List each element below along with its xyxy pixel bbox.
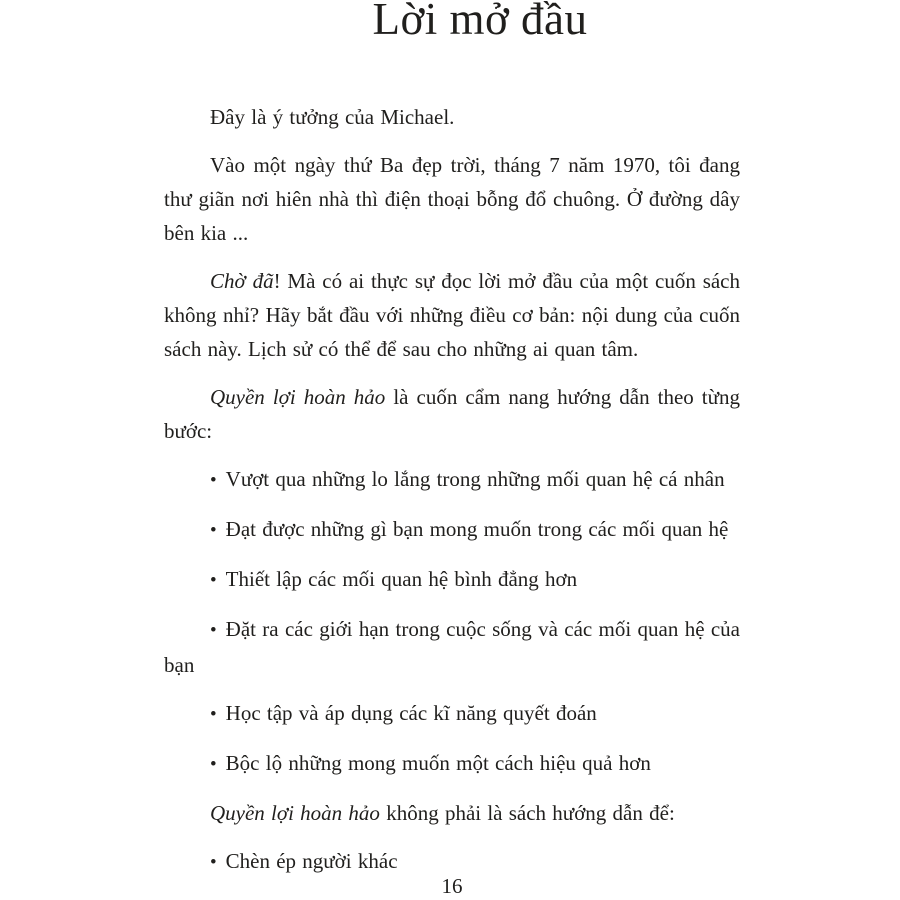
bullet-item (164, 462, 740, 498)
bullet-text: Thiết lập các mối quan hệ bình đẳng hơn (225, 567, 578, 591)
bullet-icon: • (210, 754, 217, 775)
page-title: Lời mở đầu (372, 0, 588, 44)
bullet-icon: • (210, 704, 217, 725)
italic-phrase: Chờ đã (210, 269, 274, 293)
paragraph-text: ! Mà có ai thực sự đọc lời mở đầu của một cuốn sách không nhỉ? Hãy bắt đầu với những điều cơ bản: nội dung của cuốn sách này. Lịch sử có thể để sau cho những ai quan tâm. (164, 269, 741, 361)
bullet-item (164, 512, 740, 548)
bullet-text: Học tập và áp dụng các kĩ năng quyết đoán (225, 701, 597, 725)
paragraph-wait-a-minute (164, 264, 740, 366)
page-content (0, 100, 900, 880)
bullet-icon: • (210, 620, 217, 641)
paragraph-book-is-not-guide (164, 796, 740, 830)
bullet-icon: • (210, 570, 217, 591)
bullet-text: Vượt qua những lo lắng trong những mối quan hệ cá nhân (225, 467, 725, 491)
paragraph-michael-idea: Đây là ý tưởng của Michael. (210, 105, 455, 129)
bullet-icon: • (210, 852, 217, 873)
page-number: 16 (441, 874, 463, 898)
paragraph-phone-call: Vào một ngày thứ Ba đẹp trời, tháng 7 năm 1970, tôi đang thư giãn nơi hiên nhà thì điện thoại bỗng đổ chuông. Ở đường dây bên kia ... (164, 153, 740, 245)
bullet-item (164, 562, 740, 598)
bullet-icon: • (210, 470, 217, 491)
bullet-text: Bộc lộ những mong muốn một cách hiệu quả hơn (225, 751, 651, 775)
bullet-item (164, 746, 740, 782)
paragraph-text: là cuốn cẩm nang hướng dẫn theo từng bước: (164, 385, 741, 443)
paragraph-book-is-guide (164, 380, 740, 448)
paragraph-text: không phải là sách hướng dẫn để: (379, 801, 675, 825)
bullet-icon: • (210, 520, 217, 541)
book-title-italic: Quyền lợi hoàn hảo (210, 385, 386, 409)
bullet-text: Đạt được những gì bạn mong muốn trong các mối quan hệ (225, 517, 729, 541)
bullet-item (164, 696, 740, 732)
bullet-text: Chèn ép người khác (225, 849, 398, 873)
book-title-italic: Quyền lợi hoàn hảo (210, 801, 380, 825)
bullet-text: Đặt ra các giới hạn trong cuộc sống và các mối quan hệ của bạn (164, 617, 740, 677)
bullet-item (164, 612, 740, 682)
